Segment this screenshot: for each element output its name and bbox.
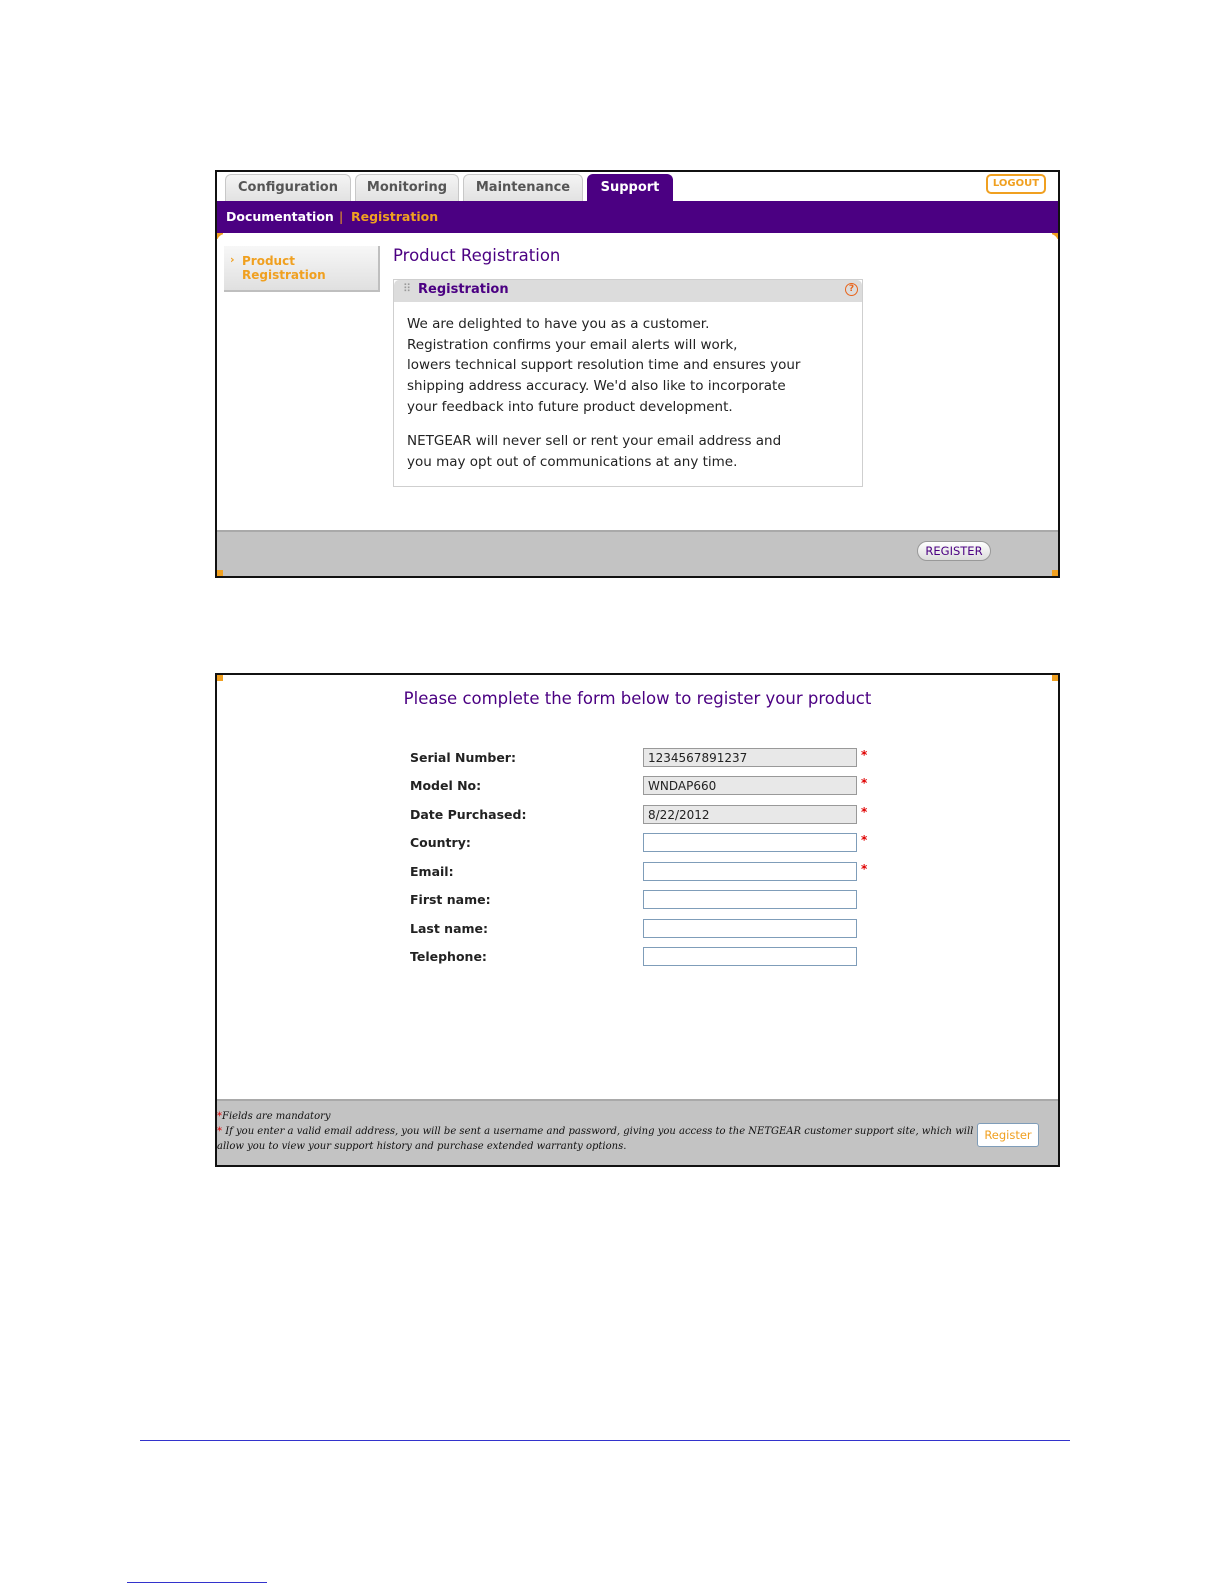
- page-footer-link-underline: [127, 1582, 267, 1583]
- privacy-line: you may opt out of communications at any time.: [407, 454, 738, 470]
- sidebar-item-product-registration[interactable]: [224, 246, 380, 292]
- sidebar-item-label: Product Registration: [242, 254, 326, 282]
- sub-navigation: [217, 201, 1058, 233]
- email-input[interactable]: [643, 862, 857, 881]
- form-row-serial-number: [410, 748, 880, 768]
- tab-maintenance[interactable]: Maintenance: [463, 174, 583, 201]
- corner-decoration: [1052, 675, 1058, 681]
- email-note: [217, 1124, 977, 1139]
- first-name-input[interactable]: [643, 890, 857, 909]
- form-row-last-name: [410, 919, 880, 939]
- form-row-model-no: [410, 776, 880, 796]
- required-marker: *: [861, 776, 868, 790]
- corner-decoration: [1052, 570, 1058, 576]
- form-footer: [217, 1099, 1058, 1167]
- intro-line: shipping address accuracy. We'd also like to incorporate: [407, 378, 786, 394]
- corner-decoration: [217, 675, 223, 681]
- intro-line: lowers technical support resolution time and ensures your: [407, 357, 801, 373]
- corner-decoration: [217, 570, 223, 576]
- telephone-input[interactable]: [643, 947, 857, 966]
- mandatory-note: [217, 1109, 977, 1124]
- required-marker: *: [217, 1126, 222, 1137]
- email-note-line1: If you enter a valid email address, you will be sent a username and password, giving you access to the NETGEAR customer support site, which will: [225, 1126, 974, 1137]
- required-marker: *: [217, 1111, 222, 1122]
- form-title: Please complete the form below to register your product: [403, 689, 872, 708]
- mandatory-note-text: Fields are mandatory: [222, 1111, 331, 1122]
- email-label: Email:: [410, 864, 454, 879]
- country-label: Country:: [410, 835, 471, 850]
- help-icon[interactable]: ?: [845, 283, 858, 296]
- registration-screen: [215, 170, 1060, 578]
- form-row-telephone: [410, 947, 880, 967]
- first-name-label: First name:: [410, 892, 491, 907]
- country-input[interactable]: [643, 833, 857, 852]
- last-name-input[interactable]: [643, 919, 857, 938]
- tab-monitoring[interactable]: Monitoring: [355, 174, 459, 201]
- model-no-label: Model No:: [410, 778, 482, 793]
- logout-button[interactable]: LOGOUT: [986, 174, 1046, 194]
- tab-support[interactable]: Support: [587, 174, 673, 201]
- required-marker: *: [861, 805, 868, 819]
- panel-header: [394, 280, 862, 302]
- content-area: [217, 234, 1058, 530]
- model-no-input[interactable]: [643, 776, 857, 795]
- tab-configuration[interactable]: Configuration: [225, 174, 351, 201]
- last-name-label: Last name:: [410, 921, 489, 936]
- form-row-date-purchased: [410, 805, 880, 825]
- required-marker: *: [861, 748, 868, 762]
- intro-line: Registration confirms your email alerts will work,: [407, 337, 738, 353]
- action-bar: [217, 530, 1058, 578]
- date-purchased-input[interactable]: [643, 805, 857, 824]
- register-button[interactable]: REGISTER: [917, 541, 991, 561]
- serial-number-label: Serial Number:: [410, 750, 516, 765]
- drag-handle-icon: ⠿: [403, 282, 412, 295]
- panel-title: Registration: [418, 282, 509, 297]
- subnav-separator: |: [339, 209, 344, 224]
- form-row-first-name: [410, 890, 880, 910]
- registration-panel: [393, 279, 863, 487]
- form-row-country: [410, 833, 880, 853]
- intro-line: We are delighted to have you as a customer.: [407, 316, 710, 332]
- required-marker: *: [861, 862, 868, 876]
- subnav-documentation[interactable]: Documentation: [226, 209, 334, 224]
- intro-line: your feedback into future product development.: [407, 399, 733, 415]
- email-note-continued: allow you to view your support history and purchase extended warranty options.: [217, 1141, 627, 1152]
- form-row-email: [410, 862, 880, 882]
- chevron-right-icon: ›: [230, 253, 235, 266]
- required-marker: *: [861, 833, 868, 847]
- register-submit-button[interactable]: Register: [977, 1123, 1039, 1147]
- subnav-registration[interactable]: Registration: [351, 209, 439, 224]
- telephone-label: Telephone:: [410, 949, 487, 964]
- privacy-line: NETGEAR will never sell or rent your email address and: [407, 433, 782, 449]
- page-title: Product Registration: [393, 246, 561, 265]
- serial-number-input[interactable]: [643, 748, 857, 767]
- page-footer-rule: [140, 1440, 1070, 1441]
- date-purchased-label: Date Purchased:: [410, 807, 527, 822]
- registration-form-screen: [215, 673, 1060, 1167]
- main-tab-bar: [217, 172, 1058, 201]
